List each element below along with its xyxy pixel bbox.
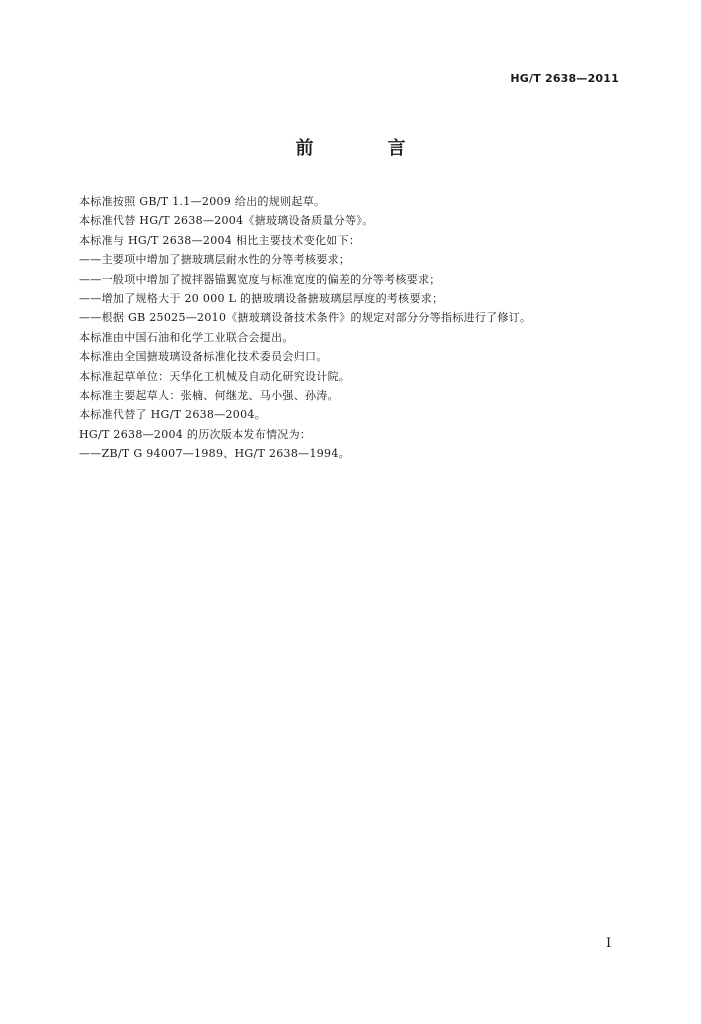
paragraph: 本标准起草单位：天华化工机械及自动化研究设计院。 <box>79 369 351 383</box>
change-item: ——一般项中增加了搅拌器锚翼宽度与标准宽度的偏差的分等考核要求； <box>79 272 441 286</box>
page-title: 前 言 <box>295 138 434 159</box>
change-item: ——增加了规格大于 20 000 L 的搪玻璃设备搪玻璃层厚度的考核要求； <box>79 292 444 306</box>
standard-number: HG/T 2638—2011 <box>510 72 619 85</box>
paragraph: 本标准由全国搪玻璃设备标准化技术委员会归口。 <box>79 350 328 364</box>
change-item: ——主要项中增加了搪玻璃层耐水性的分等考核要求； <box>79 253 351 267</box>
paragraph: 本标准主要起草人：张楠、何继龙、马小强、孙涛。 <box>79 389 339 403</box>
paragraph: HG/T 2638—2004 的历次版本发布情况为： <box>79 427 312 441</box>
page-number: I <box>606 936 612 951</box>
paragraph: 本标准与 HG/T 2638—2004 相比主要技术变化如下： <box>79 233 361 247</box>
paragraph: 本标准按照 GB/T 1.1—2009 给出的规则起草。 <box>79 195 326 208</box>
paragraph: 本标准代替 HG/T 2638—2004《搪玻璃设备质量分等》。 <box>79 214 374 228</box>
history-item: ——ZB/T G 94007—1989、HG/T 2638—1994。 <box>79 447 350 461</box>
foreword-content <box>79 192 639 464</box>
change-item: ——根据 GB 25025—2010《搪玻璃设备技术条件》的规定对部分分等指标进行了修订。 <box>79 311 532 325</box>
paragraph: 本标准由中国石油和化学工业联合会提出。 <box>79 330 294 344</box>
paragraph: 本标准代替了 HG/T 2638—2004。 <box>79 408 267 422</box>
